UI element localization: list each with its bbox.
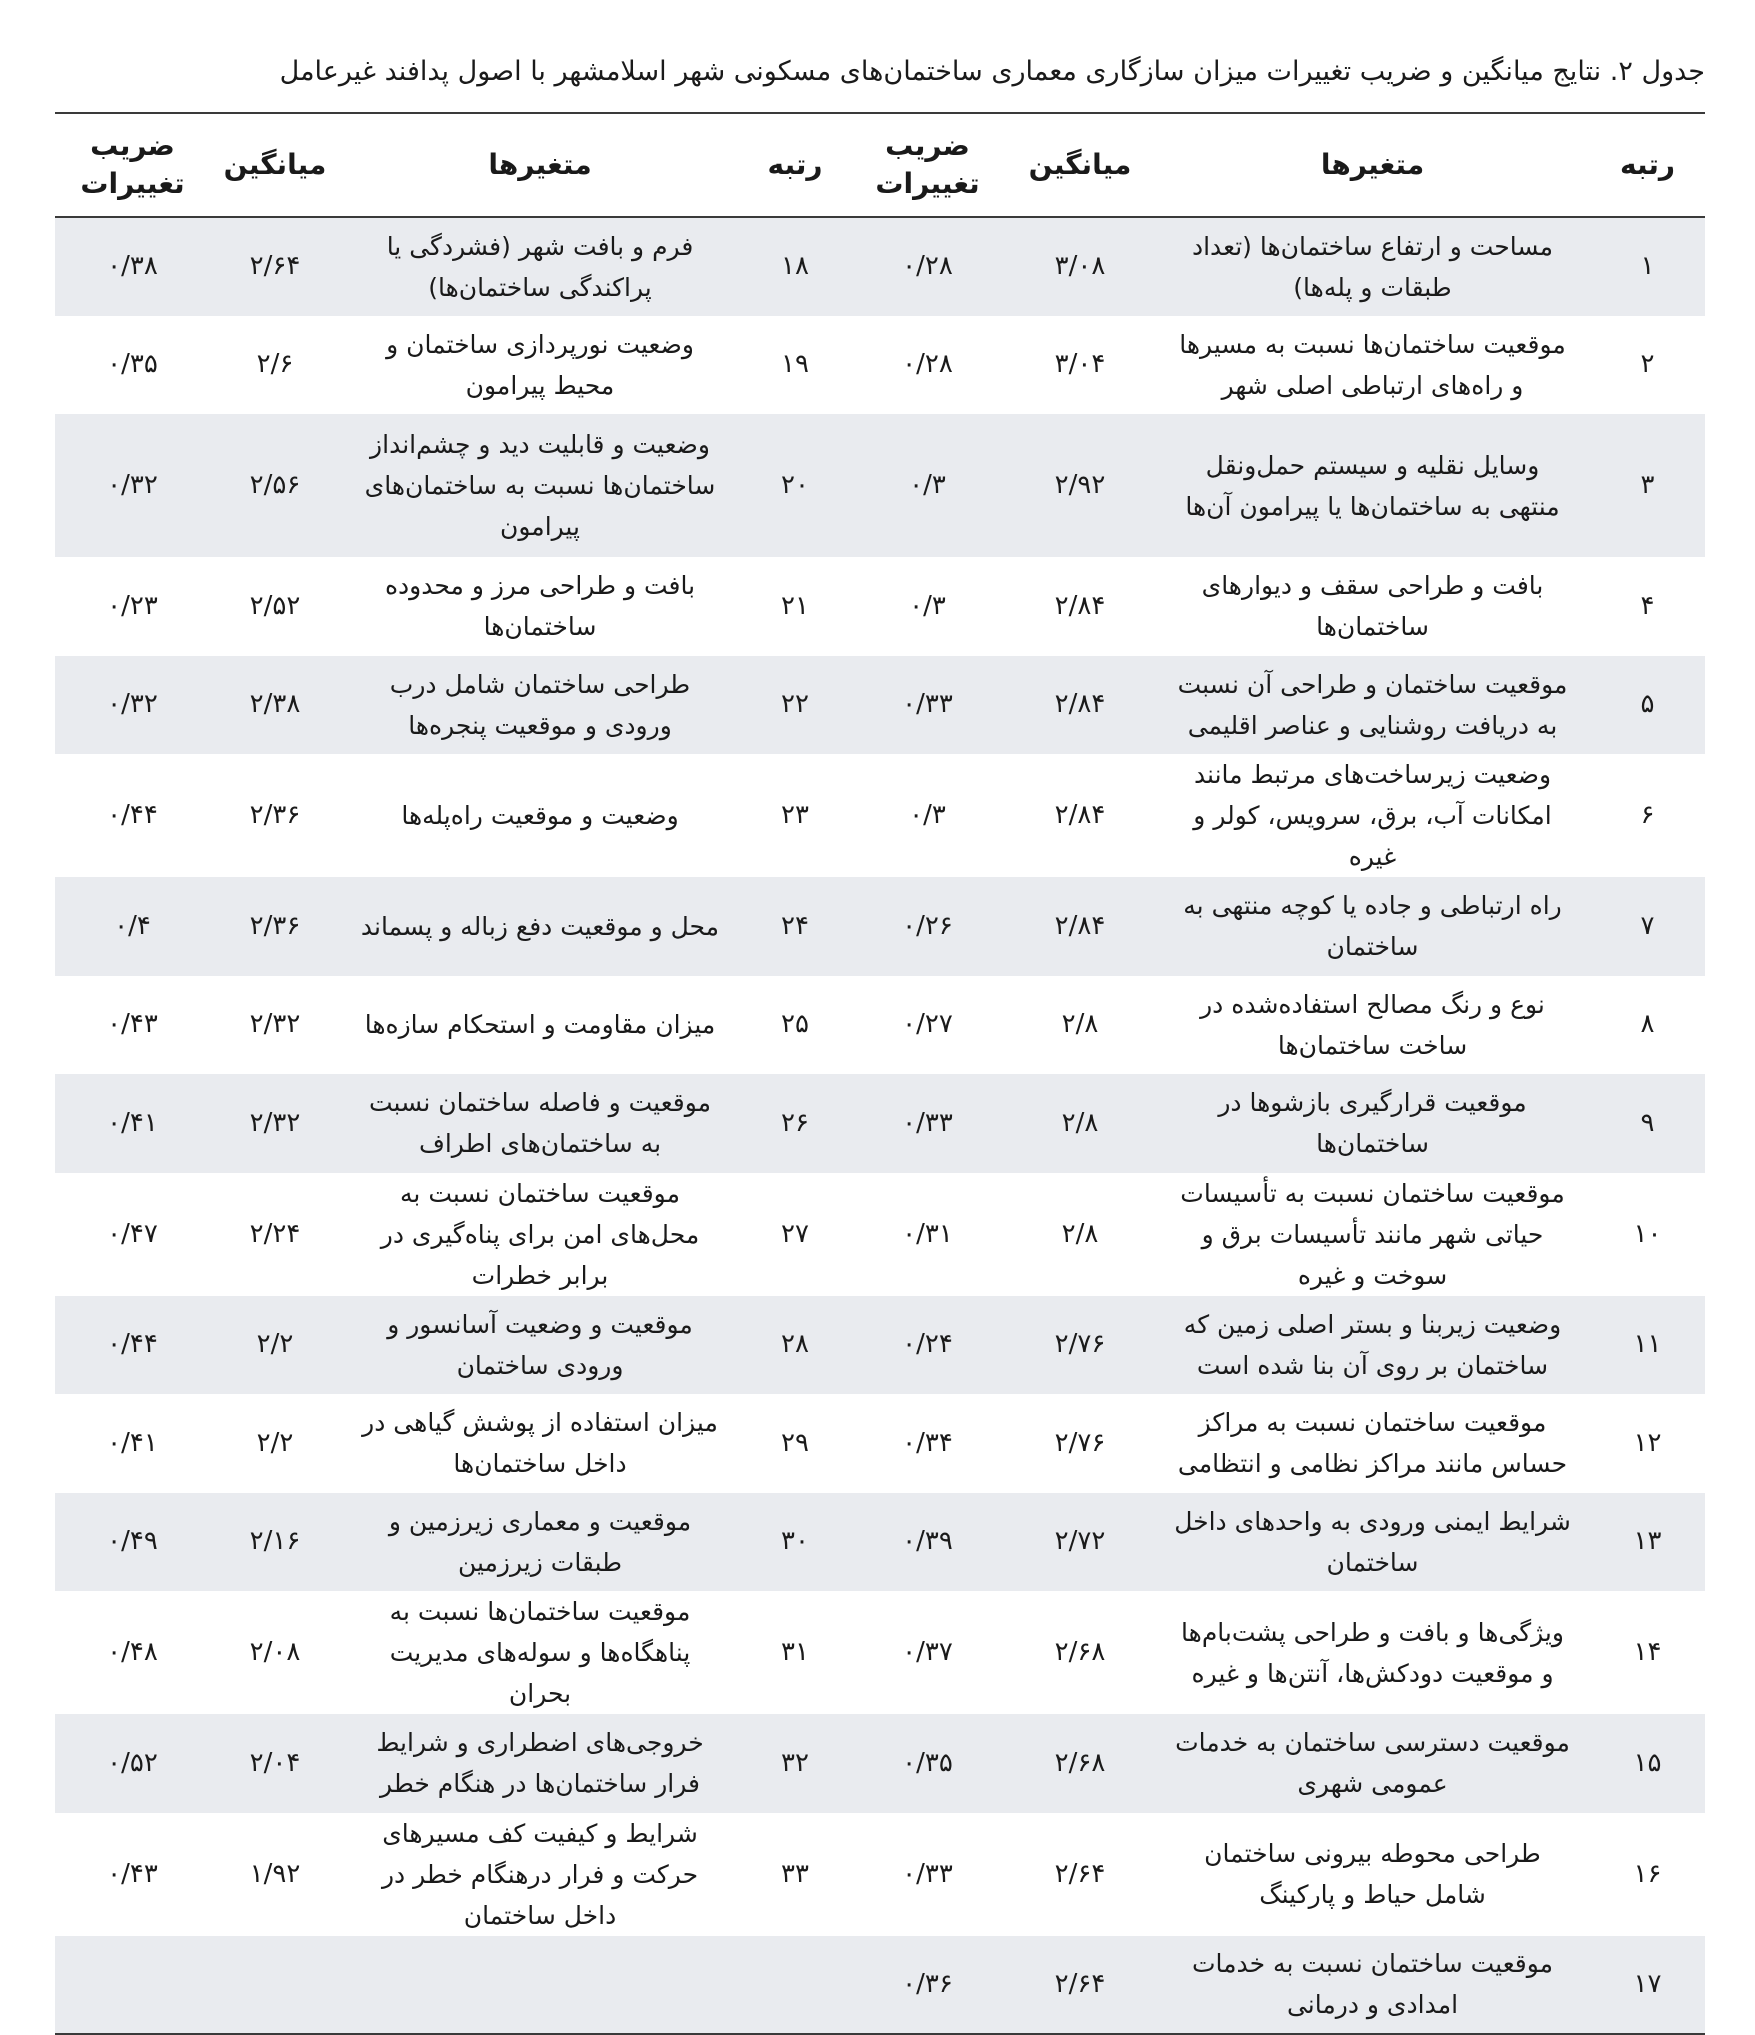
rank-cell: ۱ bbox=[1590, 217, 1705, 316]
table-row bbox=[55, 877, 1705, 976]
rank-cell: ۲۶ bbox=[740, 1074, 850, 1173]
cv-cell: ۰/۳ bbox=[909, 590, 946, 621]
rank-cell: ۳ bbox=[1590, 414, 1705, 557]
mean-cell: ۲/۸۴ bbox=[1005, 877, 1155, 976]
mean-cell: ۲/۷۶ bbox=[1054, 1427, 1106, 1458]
variable-cell: میزان استفاده از پوشش گیاهی در داخل ساختمان‌ها bbox=[362, 1408, 718, 1479]
cv-cell: ۰/۲۳ bbox=[107, 590, 158, 621]
table-row bbox=[55, 1394, 1705, 1493]
variable-cell: موقعیت و وضعیت آسانسور و ورودی ساختمان bbox=[340, 1296, 740, 1395]
cv-cell: ۰/۳۸ bbox=[55, 217, 210, 316]
variable-cell: خروجی‌های اضطراری و شرایط فرار ساختمان‌ها در هنگام خطر bbox=[340, 1714, 740, 1813]
mean-cell: ۲/۶۴ bbox=[1005, 1936, 1155, 2035]
cv-cell: ۰/۳۴ bbox=[902, 1427, 953, 1458]
mean-cell: ۲/۸۴ bbox=[1005, 656, 1155, 755]
cv-cell: ۰/۳۲ bbox=[55, 414, 210, 557]
variable-cell: وضعیت زیرساخت‌های مرتبط مانند امکانات آب، برق، سرویس، کولر و غیره bbox=[1193, 760, 1552, 871]
rank-cell: ۱۶ bbox=[1633, 1858, 1662, 1889]
variable-cell: محل و موقعیت دفع زباله و پسماند bbox=[340, 877, 740, 976]
cv-cell: ۰/۴۴ bbox=[107, 800, 158, 830]
table-row bbox=[55, 656, 1705, 755]
variable-cell: موقعیت ساختمان نسبت به محل‌های امن برای پناه‌گیری در برابر خطرات bbox=[380, 1178, 700, 1290]
variable-cell: مساحت و ارتفاع ساختمان‌ها (تعداد طبقات و پله‌ها) bbox=[1155, 217, 1590, 316]
table-row bbox=[55, 217, 1705, 316]
cv-cell: ۰/۳۵ bbox=[850, 1714, 1005, 1813]
mean-cell: ۲/۰۴ bbox=[210, 1714, 340, 1813]
cv-cell: ۰/۵۲ bbox=[55, 1714, 210, 1813]
rank-cell: ۵ bbox=[1590, 656, 1705, 755]
cv-cell: ۰/۳۳ bbox=[850, 656, 1005, 755]
rank-cell: ۹ bbox=[1590, 1074, 1705, 1173]
mean-cell: ۲/۲ bbox=[210, 1296, 340, 1395]
cv-cell: ۰/۳۳ bbox=[850, 1074, 1005, 1173]
variable-cell: موقعیت ساختمان نسبت به خدمات امدادی و درمانی bbox=[1155, 1936, 1590, 2035]
mean-cell: ۲/۸ bbox=[1061, 1009, 1099, 1040]
table-row bbox=[55, 754, 1705, 877]
cv-cell: ۰/۴۳ bbox=[107, 1009, 158, 1040]
mean-cell: ۲/۸ bbox=[1005, 1074, 1155, 1173]
rank-cell: ۷ bbox=[1590, 877, 1705, 976]
rank-cell: ۱۲ bbox=[1633, 1427, 1662, 1458]
header-variables: متغیرها bbox=[1320, 148, 1425, 181]
mean-cell: ۲/۳۲ bbox=[210, 1074, 340, 1173]
header-variables: متغیرها bbox=[488, 148, 592, 181]
mean-cell: ۳/۰۸ bbox=[1005, 217, 1155, 316]
variable-cell: وضعیت زیربنا و بستر اصلی زمین که ساختمان بر روی آن بنا شده است bbox=[1155, 1296, 1590, 1395]
table-row bbox=[55, 1714, 1705, 1813]
variable-cell: بافت و طراحی سقف و دیوارهای ساختمان‌ها bbox=[1201, 571, 1544, 642]
cv-cell: ۰/۲۷ bbox=[902, 1009, 953, 1040]
rank-cell: ۲۲ bbox=[740, 656, 850, 755]
rank-cell: ۱۳ bbox=[1590, 1493, 1705, 1592]
rank-cell: ۲۵ bbox=[781, 1009, 809, 1040]
variable-cell: موقعیت و فاصله ساختمان نسبت به ساختمان‌های اطراف bbox=[340, 1074, 740, 1173]
variable-cell: راه ارتباطی و جاده یا کوچه منتهی به ساختمان bbox=[1155, 877, 1590, 976]
variable-cell: وضعیت نورپردازی ساختمان و محیط پیرامون bbox=[386, 329, 694, 400]
mean-cell: ۲/۱۶ bbox=[210, 1493, 340, 1592]
mean-cell: ۲/۳۶ bbox=[210, 877, 340, 976]
table-row bbox=[55, 1296, 1705, 1395]
cv-cell: ۰/۳ bbox=[909, 800, 946, 830]
rank-cell: ۱۷ bbox=[1590, 1936, 1705, 2035]
rank-cell: ۱۰ bbox=[1633, 1218, 1662, 1249]
rank-cell: ۸ bbox=[1640, 1009, 1655, 1040]
rank-cell: ۱۱ bbox=[1590, 1296, 1705, 1395]
mean-cell: ۲/۹۲ bbox=[1005, 414, 1155, 557]
table-row bbox=[55, 1173, 1705, 1296]
cv-cell: ۰/۴۱ bbox=[55, 1074, 210, 1173]
table-row bbox=[55, 1074, 1705, 1173]
cv-cell: ۰/۳۵ bbox=[107, 349, 158, 380]
table-row bbox=[55, 557, 1705, 656]
rank-cell: ۲ bbox=[1640, 349, 1655, 380]
mean-cell: ۲/۶۴ bbox=[210, 217, 340, 316]
cv-cell: ۰/۳ bbox=[850, 414, 1005, 557]
table-row bbox=[55, 1591, 1705, 1714]
rank-cell: ۲۳ bbox=[781, 800, 809, 830]
mean-cell: ۲/۳۸ bbox=[210, 656, 340, 755]
variable-cell: طراحی ساختمان شامل درب ورودی و موقعیت پنجره‌ها bbox=[340, 656, 740, 755]
table-row bbox=[55, 1936, 1705, 2035]
mean-cell: ۲/۳۲ bbox=[249, 1009, 301, 1040]
variable-cell: وسایل نقلیه و سیستم حمل‌ونقل منتهی به ساختمان‌ها یا پیرامون آن‌ها bbox=[1155, 414, 1590, 557]
cv-cell: ۰/۴۷ bbox=[107, 1218, 158, 1249]
cv-cell: ۰/۲۸ bbox=[850, 217, 1005, 316]
rank-cell: ۲۷ bbox=[781, 1218, 809, 1249]
rank-cell: ۳۳ bbox=[781, 1858, 809, 1889]
variable-cell: موقعیت ساختمان نسبت به مراکز حساس مانند مراکز نظامی و انتظامی bbox=[1177, 1408, 1568, 1479]
rank-cell: ۱۸ bbox=[740, 217, 850, 316]
mean-cell: ۲/۸۴ bbox=[1054, 590, 1106, 621]
mean-cell: ۲/۶ bbox=[256, 349, 294, 380]
mean-cell: ۲/۲۴ bbox=[249, 1218, 301, 1249]
cv-cell bbox=[55, 1936, 210, 2035]
cv-cell: ۰/۴۱ bbox=[107, 1427, 158, 1458]
mean-cell: ۲/۵۶ bbox=[210, 414, 340, 557]
rank-cell: ۱۵ bbox=[1590, 1714, 1705, 1813]
cv-cell: ۰/۳۷ bbox=[902, 1637, 953, 1667]
table-row bbox=[55, 414, 1705, 557]
header-cv: ضریب تغییرات bbox=[80, 129, 185, 200]
rank-cell: ۲۰ bbox=[740, 414, 850, 557]
rank-cell: ۶ bbox=[1640, 800, 1655, 830]
rank-cell: ۲۱ bbox=[781, 590, 809, 621]
variable-cell: وضعیت و موقعیت راه‌پله‌ها bbox=[401, 801, 679, 830]
rank-cell: ۱۴ bbox=[1633, 1637, 1662, 1667]
rank-cell: ۲۹ bbox=[781, 1427, 809, 1458]
variable-cell: وضعیت و قابلیت دید و چشم‌انداز ساختمان‌ها نسبت به ساختمان‌های پیرامون bbox=[340, 414, 740, 557]
mean-cell: ۲/۷۶ bbox=[1005, 1296, 1155, 1395]
cv-cell: ۰/۲۸ bbox=[902, 349, 953, 380]
cv-cell: ۰/۴۳ bbox=[107, 1858, 158, 1889]
variable-cell: میزان مقاومت و استحکام سازه‌ها bbox=[364, 1010, 716, 1040]
rank-cell: ۱۹ bbox=[781, 349, 809, 380]
mean-cell: ۲/۸۴ bbox=[1054, 800, 1106, 830]
rank-cell: ۲۸ bbox=[740, 1296, 850, 1395]
variable-cell: ویژگی‌ها و بافت و طراحی پشت‌بام‌ها و موقعیت دودکش‌ها، آنتن‌ها و غیره bbox=[1181, 1617, 1564, 1688]
mean-cell: ۳/۰۴ bbox=[1054, 349, 1106, 380]
rank-cell: ۳۱ bbox=[781, 1637, 809, 1667]
mean-cell: ۱/۹۲ bbox=[249, 1858, 301, 1889]
mean-cell: ۲/۳۶ bbox=[249, 800, 301, 830]
cv-cell: ۰/۴۴ bbox=[55, 1296, 210, 1395]
variable-cell: موقعیت دسترسی ساختمان به خدمات عمومی شهری bbox=[1155, 1714, 1590, 1813]
cv-cell: ۰/۳۲ bbox=[55, 656, 210, 755]
variable-cell: موقعیت قرارگیری بازشوها در ساختمان‌ها bbox=[1155, 1074, 1590, 1173]
rank-cell: ۳۰ bbox=[740, 1493, 850, 1592]
mean-cell: ۲/۸ bbox=[1061, 1218, 1099, 1249]
header-cv: ضریب تغییرات bbox=[875, 129, 980, 200]
cv-cell: ۰/۴ bbox=[55, 877, 210, 976]
rank-cell bbox=[740, 1936, 850, 2035]
header-rank: رتبه bbox=[767, 148, 823, 181]
mean-cell: ۲/۰۸ bbox=[249, 1637, 301, 1667]
cv-cell: ۰/۳۱ bbox=[902, 1218, 953, 1249]
mean-cell: ۲/۵۲ bbox=[249, 590, 301, 621]
variable-cell: بافت و طراحی مرز و محدوده ساختمان‌ها bbox=[384, 571, 696, 642]
mean-cell: ۲/۶۴ bbox=[1054, 1858, 1106, 1889]
cv-cell: ۰/۳۹ bbox=[850, 1493, 1005, 1592]
variable-cell: شرایط ایمنی ورودی به واحدهای داخل ساختمان bbox=[1155, 1493, 1590, 1592]
cv-cell: ۰/۴۸ bbox=[107, 1637, 158, 1667]
table-row bbox=[55, 976, 1705, 1075]
variable-cell: طراحی محوطه بیرونی ساختمان شامل حیاط و پارکینگ bbox=[1204, 1839, 1541, 1909]
header-mean: میانگین bbox=[1028, 148, 1132, 181]
table-caption: جدول ۲. نتایج میانگین و ضریب تغییرات میزان سازگاری معماری ساختمان‌های مسکونی شهر اسلامشهر با اصول پدافند غیرعامل bbox=[279, 56, 1705, 87]
cv-cell: ۰/۲۶ bbox=[850, 877, 1005, 976]
table-row bbox=[55, 1813, 1705, 1936]
variable-cell bbox=[340, 1936, 740, 2035]
variable-cell: موقعیت ساختمان‌ها نسبت به پناهگاه‌ها و سوله‌های مدیریت بحران bbox=[389, 1597, 691, 1708]
variable-cell: موقعیت و معماری زیرزمین و طبقات زیرزمین bbox=[340, 1493, 740, 1592]
table-header-row bbox=[55, 113, 1705, 217]
rank-cell: ۲۴ bbox=[740, 877, 850, 976]
mean-cell bbox=[210, 1936, 340, 2035]
rank-cell: ۴ bbox=[1640, 590, 1655, 621]
variable-cell: موقعیت ساختمان‌ها نسبت به مسیرها و راه‌های ارتباطی اصلی شهر bbox=[1179, 329, 1566, 400]
results-table-container bbox=[55, 112, 1705, 2035]
cv-cell: ۰/۴۹ bbox=[55, 1493, 210, 1592]
cv-cell: ۰/۳۳ bbox=[902, 1858, 953, 1889]
cv-cell: ۰/۲۴ bbox=[850, 1296, 1005, 1395]
variable-cell: فرم و بافت شهر (فشردگی یا پراکندگی ساختمان‌ها) bbox=[340, 217, 740, 316]
table-row bbox=[55, 1493, 1705, 1592]
results-table bbox=[55, 112, 1705, 2035]
variable-cell: شرایط و کیفیت کف مسیرهای حرکت و فرار درهنگام خطر در داخل ساختمان bbox=[381, 1818, 699, 1930]
rank-cell: ۳۲ bbox=[740, 1714, 850, 1813]
header-mean: میانگین bbox=[223, 148, 327, 181]
table-body bbox=[55, 217, 1705, 2034]
mean-cell: ۲/۲ bbox=[256, 1427, 294, 1458]
variable-cell: نوع و رنگ مصالح استفاده‌شده در ساخت ساختمان‌ها bbox=[1200, 989, 1545, 1060]
mean-cell: ۲/۶۸ bbox=[1054, 1637, 1106, 1667]
cv-cell: ۰/۳۶ bbox=[850, 1936, 1005, 2035]
header-rank: رتبه bbox=[1619, 148, 1676, 181]
variable-cell: موقعیت ساختمان و طراحی آن نسبت به دریافت روشنایی و عناصر اقلیمی bbox=[1155, 656, 1590, 755]
table-row bbox=[55, 316, 1705, 415]
variable-cell: موقعیت ساختمان نسبت به تأسیسات حیاتی شهر مانند تأسیسات برق و سوخت و غیره bbox=[1180, 1178, 1565, 1290]
mean-cell: ۲/۶۸ bbox=[1005, 1714, 1155, 1813]
mean-cell: ۲/۷۲ bbox=[1005, 1493, 1155, 1592]
